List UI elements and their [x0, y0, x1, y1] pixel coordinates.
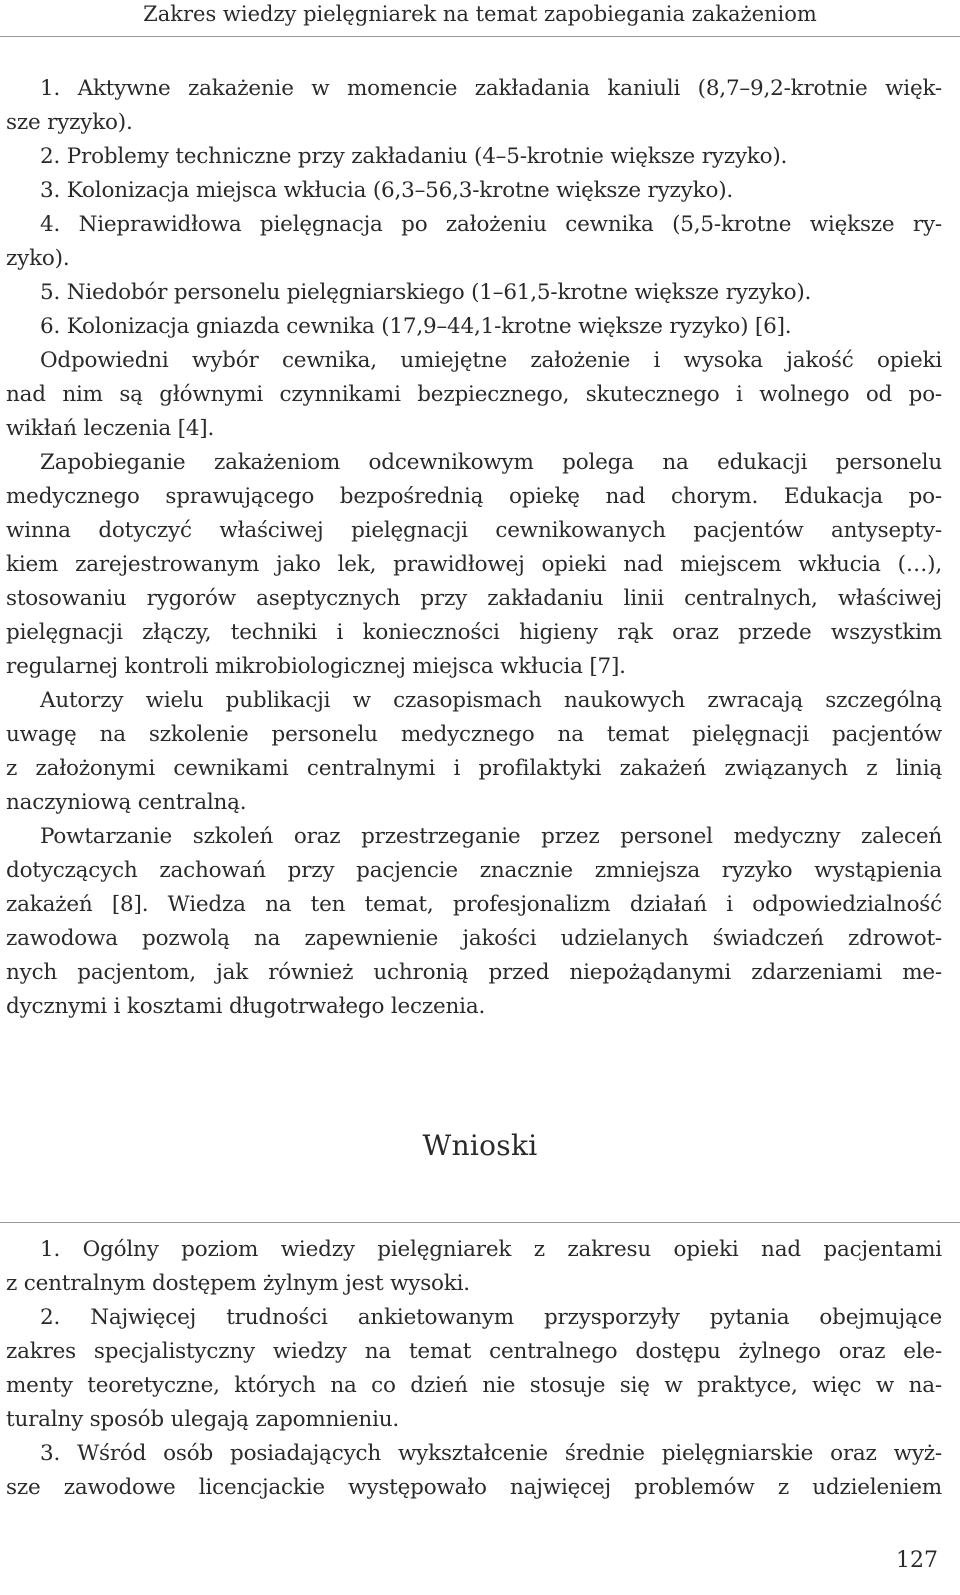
text-line: 1. Aktywne zakażenie w momencie zakładania kaniuli (8,7–9,2-krotnie więk-: [40, 76, 942, 101]
text-line: 5. Niedobór personelu pielęgniarskiego (1–61,5-krotne większe ryzyko).: [40, 280, 812, 305]
text-line: dycznymi i kosztami długotrwałego leczenia.: [6, 994, 486, 1019]
text-line: uwagę na szkolenie personelu medycznego na temat pielęgnacji pacjentów: [6, 722, 942, 747]
text-line: Autorzy wielu publikacji w czasopismach naukowych zwracają szczególną: [40, 688, 942, 713]
text-line: 3. Wśród osób posiadających wykształcenie średnie pielęgniarskie oraz wyż-: [40, 1441, 942, 1466]
header-divider: [0, 36, 960, 37]
text-line: kiem zarejestrowanym jako lek, prawidłowej opieki nad miejscem wkłucia (…),: [6, 552, 942, 577]
text-line: nych pacjentom, jak również uchronią przed niepożądanymi zdarzeniami me-: [6, 960, 942, 985]
running-head: Zakres wiedzy pielęgniarek na temat zapobiegania zakażeniom: [143, 2, 817, 26]
text-line: z centralnym dostępem żylnym jest wysoki.: [6, 1271, 470, 1296]
text-line: naczyniową centralną.: [6, 790, 247, 815]
text-line: z założonymi cewnikami centralnymi i profilaktyki zakażeń związanych z linią: [6, 756, 942, 781]
text-line: nad nim są głównymi czynnikami bezpiecznego, skutecznego i wolnego od po-: [6, 382, 942, 407]
text-line: 1. Ogólny poziom wiedzy pielęgniarek z zakresu opieki nad pacjentami: [40, 1237, 942, 1262]
text-line: Powtarzanie szkoleń oraz przestrzeganie przez personel medyczny zaleceń: [40, 824, 942, 849]
text-line: 3. Kolonizacja miejsca wkłucia (6,3–56,3-krotne większe ryzyko).: [40, 178, 734, 203]
text-line: zawodowa pozwolą na zapewnienie jakości udzielanych świadczeń zdrowot-: [6, 926, 942, 951]
text-line: 4. Nieprawidłowa pielęgnacja po założeniu cewnika (5,5-krotne większe ry-: [40, 212, 942, 237]
text-line: Odpowiedni wybór cewnika, umiejętne założenie i wysoka jakość opieki: [40, 348, 942, 373]
text-line: Zapobieganie zakażeniom odcewnikowym polega na edukacji personelu: [40, 450, 942, 475]
text-line: winna dotyczyć właściwej pielęgnacji cewnikowanych pacjentów antysepty-: [6, 518, 942, 543]
text-line: turalny sposób ulegają zapomnieniu.: [6, 1407, 400, 1432]
section-heading: Wnioski: [422, 1129, 538, 1162]
text-line: menty teoretyczne, których na co dzień nie stosuje się w praktyce, więc w na-: [6, 1373, 942, 1398]
text-line: pielęgnacji złączy, techniki i konieczności higieny rąk oraz przede wszystkim: [6, 620, 942, 645]
text-line: sze zawodowe licencjackie występowało najwięcej problemów z udzieleniem: [6, 1475, 942, 1500]
text-line: 2. Najwięcej trudności ankietowanym przysporzyły pytania obejmujące: [40, 1305, 942, 1330]
text-line: regularnej kontroli mikrobiologicznej miejsca wkłucia [7].: [6, 654, 626, 679]
text-line: zakres specjalistyczny wiedzy na temat centralnego dostępu żylnego oraz ele-: [6, 1339, 942, 1364]
text-line: 6. Kolonizacja gniazda cewnika (17,9–44,1-krotne większe ryzyko) [6].: [40, 314, 792, 339]
text-line: zyko).: [6, 246, 70, 271]
text-line: sze ryzyko).: [6, 110, 133, 135]
text-line: zakażeń [8]. Wiedza na ten temat, profesjonalizm działań i odpowiedzialność: [6, 892, 942, 917]
text-line: stosowaniu rygorów aseptycznych przy zakładaniu linii centralnych, właściwej: [6, 586, 942, 611]
text-line: 2. Problemy techniczne przy zakładaniu (4–5-krotnie większe ryzyko).: [40, 144, 788, 169]
text-line: dotyczących zachowań przy pacjencie znacznie zmniejsza ryzyko wystąpienia: [6, 858, 942, 883]
text-line: medycznego sprawującego bezpośrednią opiekę nad chorym. Edukacja po-: [6, 484, 942, 509]
section-divider: [0, 1222, 960, 1223]
text-line: wikłań leczenia [4].: [6, 416, 215, 441]
page-number: 127: [896, 1548, 938, 1573]
